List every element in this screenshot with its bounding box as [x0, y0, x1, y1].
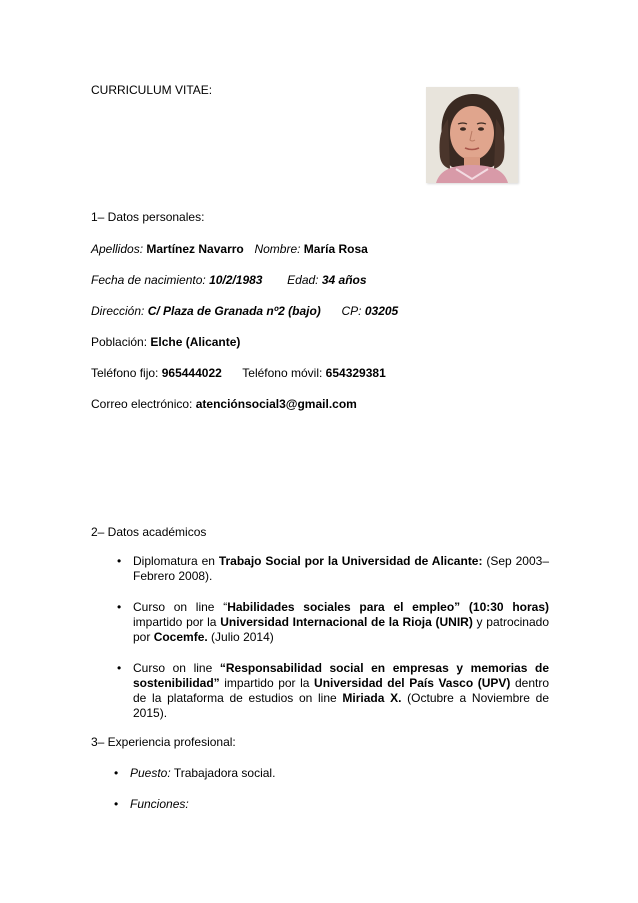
list-item: • Curso on line “Responsabilidad social en empresas y memorias de sostenibilidad” impartido por la Universidad del País Vasco (UPV) dentro de la plataforma de estudios on line Miriada X. (Octubre a Noviembre de 2015). — [117, 661, 550, 720]
puesto-item — [91, 766, 275, 781]
direccion-label: Dirección: — [91, 304, 145, 318]
document-title: CURRICULUM VITAE: — [91, 83, 213, 97]
direccion-value: C/ Plaza de Granada nº2 (bajo) — [147, 304, 321, 318]
row-fecha-edad — [91, 273, 367, 288]
row-apellidos-nombre — [91, 242, 368, 257]
cp-label: CP: — [341, 304, 362, 318]
apellidos-label: Apellidos: — [91, 242, 144, 256]
academic-list — [91, 554, 549, 721]
puesto-label: Puesto: — [130, 766, 171, 780]
list-item: • Diplomatura en Trabajo Social por la Universidad de Alicante: (Sep 2003– Febrero 2008). — [117, 554, 549, 583]
edad-value: 34 años — [321, 273, 367, 287]
fecha-label: Fecha de nacimiento: — [91, 273, 206, 287]
section-heading-personal: 1– Datos personales: — [91, 210, 205, 224]
bullet-icon: • — [114, 797, 119, 811]
puesto-value: Trabajadora social. — [170, 766, 276, 780]
row-telefonos — [91, 366, 386, 381]
bullet-icon: • — [117, 661, 122, 675]
tel-fijo-value: 965444022 — [161, 366, 222, 380]
section-heading-experience: 3– Experiencia profesional: — [91, 735, 236, 749]
row-direccion-cp — [91, 304, 398, 319]
row-correo — [91, 397, 357, 412]
tel-movil-value: 654329381 — [325, 366, 386, 380]
cp-value: 03205 — [364, 304, 399, 318]
bullet-icon: • — [117, 554, 122, 568]
tel-fijo-label: Teléfono fijo: — [91, 366, 159, 380]
section-heading-academic: 2– Datos académicos — [91, 525, 207, 539]
bullet-icon: • — [114, 766, 119, 780]
apellidos-value: Martínez Navarro — [146, 242, 244, 256]
fecha-value: 10/2/1983 — [209, 273, 263, 287]
bullet-icon: • — [117, 600, 122, 614]
nombre-value: María Rosa — [303, 242, 368, 256]
correo-value: atenciónsocial3@gmail.com — [195, 397, 357, 411]
nombre-label: Nombre: — [254, 242, 301, 256]
edad-label: Edad: — [287, 273, 319, 287]
tel-movil-label: Teléfono móvil: — [242, 366, 323, 380]
poblacion-label: Población: — [91, 335, 148, 349]
profile-photo — [426, 87, 518, 183]
row-poblacion — [91, 335, 240, 350]
correo-label: Correo electrónico: — [91, 397, 193, 411]
poblacion-value: Elche (Alicante) — [150, 335, 241, 349]
funciones-label: Funciones: — [130, 797, 189, 811]
portrait-illustration — [426, 87, 518, 183]
funciones-item — [91, 797, 189, 812]
list-item: • Curso on line “Habilidades sociales para el empleo” (10:30 horas) impartido por la Universidad Internacional de la Rioja (UNIR) y patrocinado por Cocemfe. (Julio 2014) — [117, 600, 549, 644]
